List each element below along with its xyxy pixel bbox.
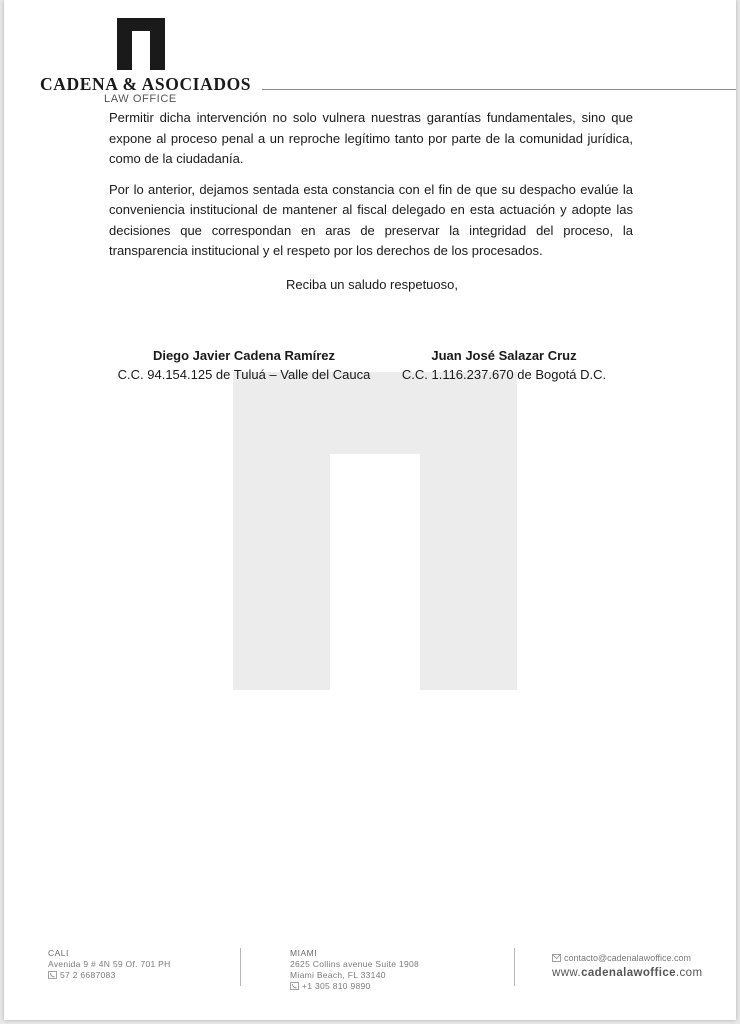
phone-icon (290, 982, 299, 990)
cadena-watermark-icon (233, 372, 517, 690)
signature-block (104, 346, 384, 384)
website-brand: cadenalawoffice (581, 967, 676, 979)
signature-block (364, 346, 644, 384)
footer-phone: 57 2 6687083 (60, 970, 116, 980)
footer-divider (240, 948, 241, 986)
body-paragraph: Por lo anterior, dejamos sentada esta constancia con el fin de que su despacho evalúe la conveniencia institucional de mantener al fiscal delegado en esta actuación y adopte las decisiones que correspondan en aras de preservar la integridad del proceso, la transparencia institucional y el respeto por los derechos de los procesados. (109, 181, 633, 258)
phone-icon (48, 971, 57, 979)
footer-email[interactable]: contacto@cadenalawoffice.com (564, 953, 692, 963)
footer-phone-line (290, 981, 419, 992)
signatory-id: C.C. 1.116.237.670 de Bogotá D.C. (401, 367, 607, 382)
signatory-name: Diego Javier Cadena Ramírez (152, 348, 336, 363)
footer-address: 2625 Collins avenue Suite 1908 (290, 959, 420, 969)
footer-website[interactable] (552, 967, 702, 979)
footer-city: CALI (48, 948, 69, 958)
footer-address: Miami Beach, FL 33140 (290, 970, 386, 980)
footer-cali-office (48, 948, 171, 981)
footer-phone: +1 305 810 9890 (302, 981, 371, 991)
footer-miami-office (290, 948, 419, 992)
cadena-logo-mark-icon (117, 18, 165, 70)
footer-email-line (552, 953, 691, 963)
letter-body (109, 108, 633, 295)
signatory-name: Juan José Salazar Cruz (431, 348, 577, 363)
footer-phone-line (48, 970, 171, 981)
envelope-icon (552, 954, 561, 962)
website-suffix: .com (675, 967, 703, 979)
brand-subtitle: LAW OFFICE (104, 93, 177, 105)
letter-page (4, 0, 736, 1020)
footer-divider (514, 948, 515, 986)
website-prefix: www. (552, 967, 582, 979)
body-paragraph: Permitir dicha intervención no solo vulnera nuestras garantías fundamentales, sino que expone al proceso penal a un reproche legítimo tanto por parte de la comunidad jurídica, como de la ciudadanía. (109, 110, 633, 166)
closing-salutation: Reciba un saludo respetuoso, (285, 276, 458, 292)
header-divider (262, 89, 736, 90)
brand-name: CADENA & ASOCIADOS (40, 74, 252, 94)
footer-address: Avenida 9 # 4N 59 Of. 701 PH (48, 959, 171, 969)
footer-city: MIAMI (290, 948, 318, 958)
signatory-id: C.C. 94.154.125 de Tuluá – Valle del Cauca (117, 367, 371, 382)
